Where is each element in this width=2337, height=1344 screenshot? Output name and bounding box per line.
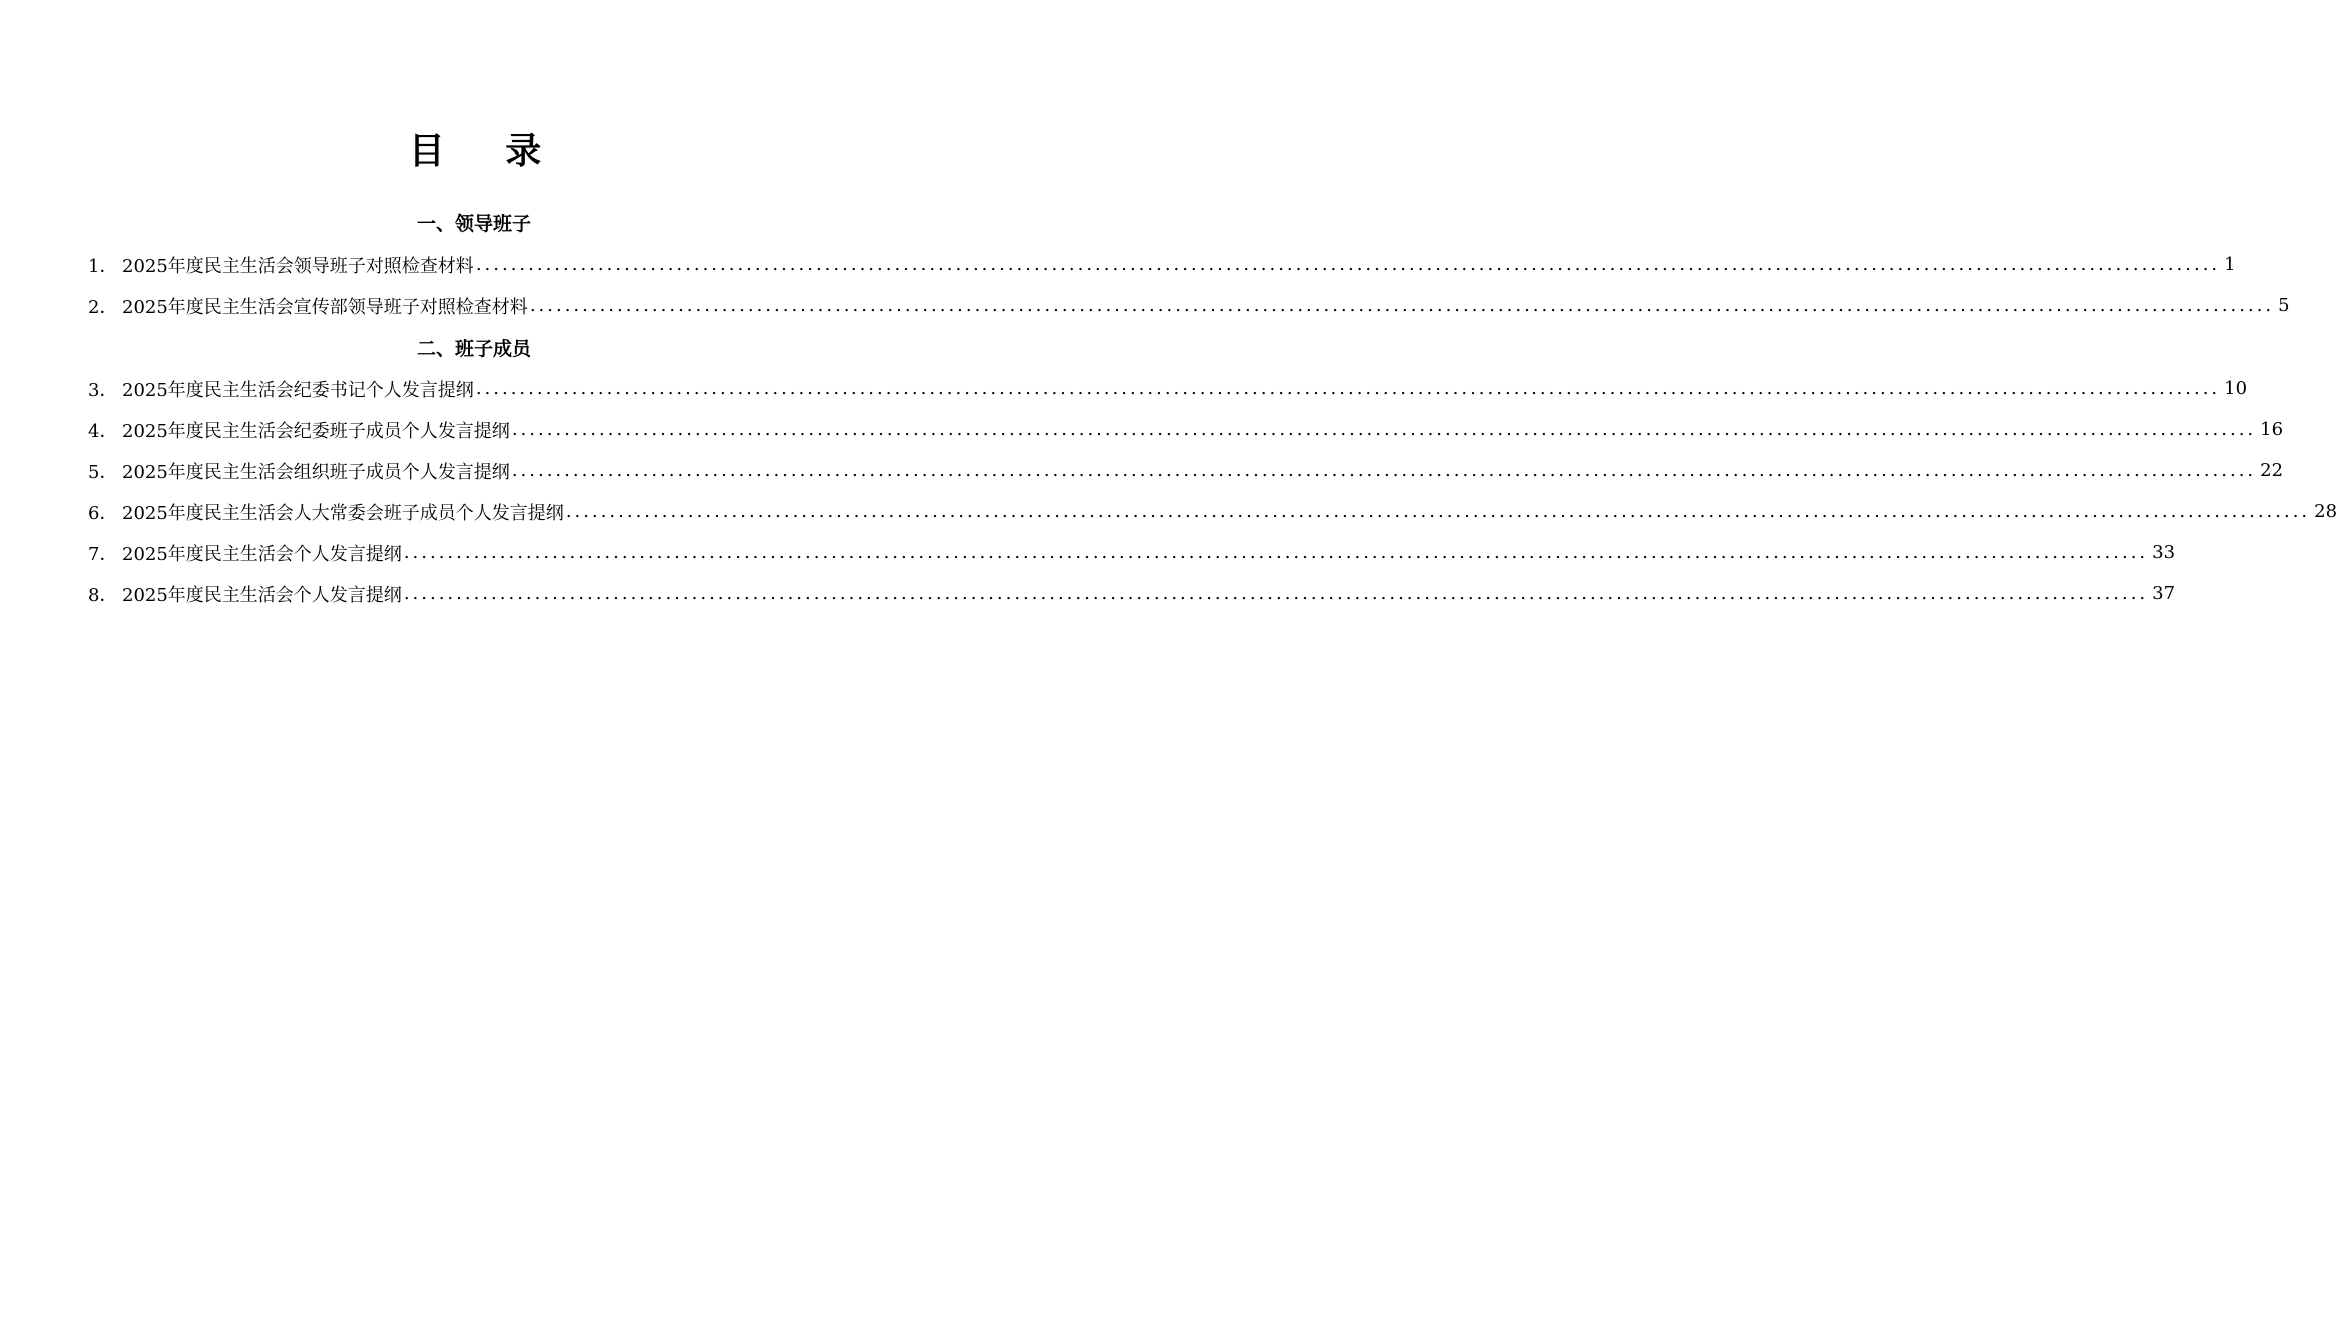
dot-leader: ........................................................................................................................................................................................................ xyxy=(511,460,2257,481)
entry-title: 2025年度民主生活会组织班子成员个人发言提纲 xyxy=(122,461,510,483)
table-of-contents xyxy=(88,200,2337,614)
entry-number: 1． xyxy=(88,255,118,277)
entry-title: 2025年度民主生活会宣传部领导班子对照检查材料 xyxy=(122,296,528,318)
entry-page-number: 16 xyxy=(2260,419,2284,440)
dot-leader: ........................................................................................................................................................................................................ xyxy=(475,254,2221,275)
entry-title: 2025年度民主生活会个人发言提纲 xyxy=(122,543,402,565)
entry-number: 5． xyxy=(88,461,118,483)
toc-entry[interactable] xyxy=(88,285,2290,326)
entry-title: 2025年度民主生活会纪委书记个人发言提纲 xyxy=(122,379,474,401)
toc-entry[interactable] xyxy=(88,450,2284,491)
toc-entry[interactable] xyxy=(88,532,2176,573)
entry-number: 7． xyxy=(88,543,118,565)
toc-entry[interactable] xyxy=(88,244,2236,285)
entry-page-number: 28 xyxy=(2314,501,2337,522)
dot-leader: ........................................................................................................................................................................................................ xyxy=(403,542,2149,563)
entry-page-number: 22 xyxy=(2260,460,2284,481)
section-heading: 二、班子成员 xyxy=(416,337,531,360)
section-heading: 一、领导班子 xyxy=(416,212,531,235)
dot-leader: ........................................................................................................................................................................................................ xyxy=(403,583,2149,604)
entry-number: 3． xyxy=(88,379,118,401)
entry-number: 2． xyxy=(88,296,118,318)
toc-entry[interactable] xyxy=(88,409,2284,450)
dot-leader: ........................................................................................................................................................................................................ xyxy=(565,501,2311,522)
entry-number: 6． xyxy=(88,502,118,524)
toc-entry[interactable] xyxy=(88,491,2337,532)
entry-page-number: 33 xyxy=(2152,542,2176,563)
toc-entry[interactable] xyxy=(88,573,2176,614)
entry-title: 2025年度民主生活会个人发言提纲 xyxy=(122,584,402,606)
entry-page-number: 5 xyxy=(2278,295,2290,316)
entry-page-number: 1 xyxy=(2224,254,2236,275)
entry-number: 8． xyxy=(88,584,118,606)
dot-leader: ........................................................................................................................................................................................................ xyxy=(475,378,2221,399)
dot-leader: ........................................................................................................................................................................................................ xyxy=(511,419,2257,440)
entry-title: 2025年度民主生活会纪委班子成员个人发言提纲 xyxy=(122,420,510,442)
entry-title: 2025年度民主生活会人大常委会班子成员个人发言提纲 xyxy=(122,502,564,524)
toc-title: 目 录 xyxy=(408,131,566,172)
toc-entry[interactable] xyxy=(88,368,2248,409)
entry-number: 4． xyxy=(88,420,118,442)
dot-leader: ........................................................................................................................................................................................................ xyxy=(529,295,2275,316)
entry-page-number: 10 xyxy=(2224,378,2248,399)
entry-page-number: 37 xyxy=(2152,583,2176,604)
entry-title: 2025年度民主生活会领导班子对照检查材料 xyxy=(122,255,474,277)
